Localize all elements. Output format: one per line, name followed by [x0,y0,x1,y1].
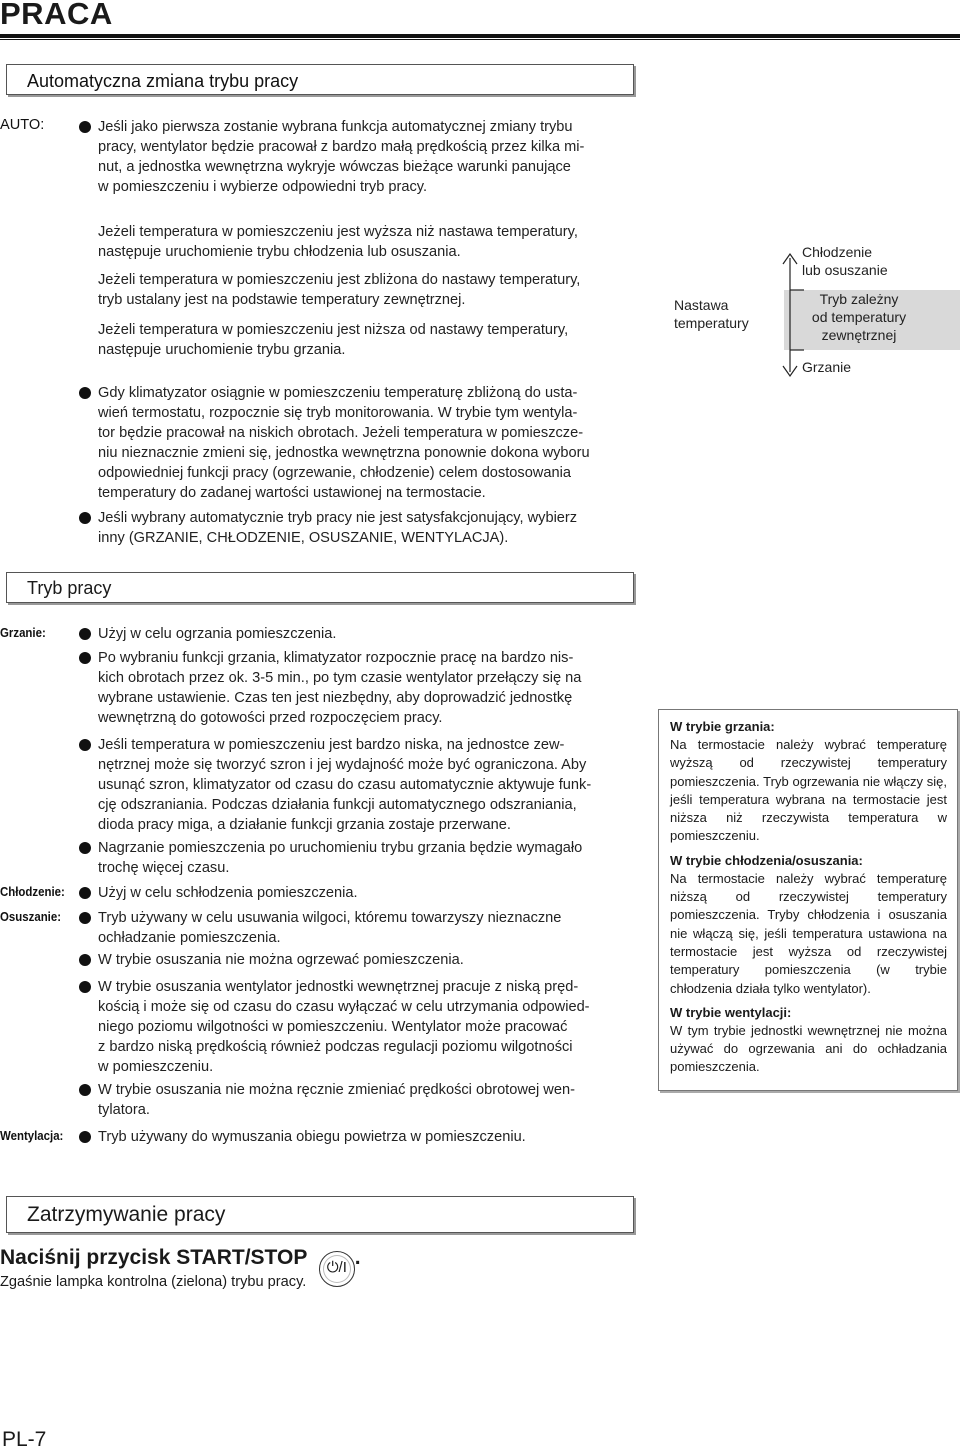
bullet-dot [79,512,91,524]
note-cooling-text: Na termostacie należy wybrać temperaturę niższą od rzeczywistej temperatury pomieszczenia. Tryby chłodzenia i osuszania nie włączą się, jeśli temperatura ustawiona na termostacie jest wyższa od rzeczywistej temperatury pomieszczenia (w trybie chłodzenia działa tylko wentylator). [670,870,947,996]
auto-label: AUTO: [0,117,45,133]
bullet-text: Jeśli jako pierwsza zostanie wybrana funkcja automatycznej zmiany trybu pracy, wentylator będzie pracował z bardzo małą prędkością przez kilka mi- nut, a jednostka wewnętrzna wykryje wówczas bieżące warunki panujące w pomieszczeniu i wybierze odpowiedni tryb pracy. [98,119,585,195]
title-rule-thin [0,39,960,40]
bullet-dot [79,912,91,924]
auto-paragraph-2: Jeżeli temperatura w pomieszczeniu jest zbliżona do nastawy temperatury, tryb ustalany jest na podstawie temperatury zewnętrznej. [98,272,581,308]
thermostat-note-box [658,709,958,1091]
auto-paragraph-1: Jeżeli temperatura w pomieszczeniu jest wyższa niż nastawa temperatury, następuje uruchomienie trybu chłodzenia lub osuszania. [98,224,578,260]
bullet-text: W trybie osuszania nie można ręcznie zmieniać prędkości obrotowej wen- tylatora. [98,1082,575,1118]
section-auto-title: Automatyczna zmiana trybu pracy [27,71,299,91]
bullet-text: W trybie osuszania nie można ogrzewać pomieszczenia. [98,952,464,968]
diagram-heating-label: Grzanie [802,359,852,375]
bullet-text: Gdy klimatyzator osiągnie w pomieszczeniu temperaturę zbliżoną do usta- wień termostatu, rozpocznie się tryb monitorowania. W trybie tym wentyla- tor będzie pracował na niskich obrotach. Jeżeli temperatura w pomieszcze- niu nieznacznie zmieni się, jednostka wewnętrzna ponownie dokona wyboru odpowiedniej funkcji pracy (ogrzewanie, chłodzenie) celem dostosowania temperatury do zadanej wartości ustawionej na termostacie. [98,385,590,501]
note-heating-text: Na termostacie należy wybrać temperaturę wyższą od rzeczywistej temperatury pomieszczenia. Tryb ogrzewania nie włączy się, jeśli temperatura wybrana na termostacie jest niższa niż rzeczywista temperatura w pomieszczeniu. [670,737,947,844]
bullet-text: Jeśli wybrany automatycznie tryb pracy nie jest satysfakcjonujący, wybierz inny (GRZANIE, CHŁODZENIE, OSUSZANIE, WENTYLACJA). [98,510,578,546]
diagram-setpoint-label: Nastawa temperatury [674,297,749,331]
press-result-text: Zgaśnie lampka kontrolna (zielona) trybu pracy. [0,1274,307,1290]
bullet-text: Tryb używany w celu usuwania wilgoci, któremu towarzyszy nieznaczne ochładzanie pomieszczenia. [98,910,562,946]
section-auto-heading [6,64,634,95]
section-mode-heading [6,572,634,603]
bullet-dot [79,981,91,993]
dry-label: Osuszanie: [0,909,62,924]
bullet-dot [79,121,91,133]
bullet-dot [79,1131,91,1143]
bullet-text: Jeśli temperatura w pomieszczeniu jest bardzo niska, na jednostce zew- nętrznej może się tworzyć szron i jej wydajność może być ograniczona. Aby usunąć szron, klimatyzator od czasu do czasu automatycznie aktywuje funk- cję odszraniania. Podczas działania funkcji automatycznego odszraniania, dioda pracy miga, a działanie funkcji grzania zostaje przerwane. [98,737,592,833]
bullet-dot [79,954,91,966]
press-instruction: Naciśnij przycisk START/STOP ⏻/I . [0,1246,361,1287]
bullet-text: W trybie osuszania wentylator jednostki wewnętrznej pracuje z niską pręd- kością i może się od czasu do czasu wyłączać w celu utrzymania odpowied- niego poziomu wilgotności w pomieszczeniu. Wentylator może pracować z bardzo niską prędkością również podczas regulacji poziomu wilgotności w pomieszczeniu. [98,979,590,1075]
bullet-text: Użyj w celu ogrzania pomieszczenia. [98,626,337,642]
bullet-dot [79,887,91,899]
auto-paragraph-3: Jeżeli temperatura w pomieszczeniu jest niższa od nastawy temperatury, następuje uruchomienie trybu grzania. [98,322,569,358]
diagram-cooling-label: Chłodzenie lub osuszanie [802,244,888,278]
section-stop-title: Zatrzymywanie pracy [27,1203,226,1226]
bullet-dot [79,842,91,854]
note-fan-heading: W trybie wentylacji: [670,1004,792,1020]
bullet-dot [79,739,91,751]
bullet-text: Po wybraniu funkcji grzania, klimatyzator rozpocznie pracę na bardzo nis- kich obrotach przez ok. 3-5 min., po tym czasie wentylator przełączy się na wybrane ustawienie. Czas ten jest niezbędny, aby doprowadzić jednostkę wewnętrzną do gotowości przed rozpoczęciem pracy. [98,650,582,726]
note-heating-heading: W trybie grzania: [670,719,775,734]
bullet-text: Użyj w celu schłodzenia pomieszczenia. [98,885,358,901]
start-stop-icon: ⏻/I [319,1251,355,1287]
bullet-dot [79,387,91,399]
note-cooling-heading: W trybie chłodzenia/osuszania: [670,852,863,868]
bullet-dot [79,1084,91,1096]
bullet-dot [79,652,91,664]
diagram-auto-label: Tryb zależny od temperatury zewnętrznej [811,291,907,343]
heat-label: Grzanie: [0,625,46,640]
bullet-text: Nagrzanie pomieszczenia po uruchomieniu trybu grzania będzie wymagało trochę więcej czasu. [98,840,583,876]
bullet-text: Tryb używany do wymuszania obiegu powietrza w pomieszczeniu. [98,1129,526,1145]
page-number: PL-7 [2,1428,47,1451]
section-stop-heading [6,1196,634,1233]
note-fan-text: W tym trybie jednostki wewnętrznej nie można używać do ogrzewania ani do ochładzania pomieszczenia. [670,1022,947,1075]
title-rule [0,34,960,38]
cool-label: Chłodzenie: [0,884,65,899]
page-title: PRACA [0,0,113,31]
section-mode-title: Tryb pracy [27,578,112,598]
fan-label: Wentylacja: [0,1128,64,1143]
bullet-dot [79,628,91,640]
